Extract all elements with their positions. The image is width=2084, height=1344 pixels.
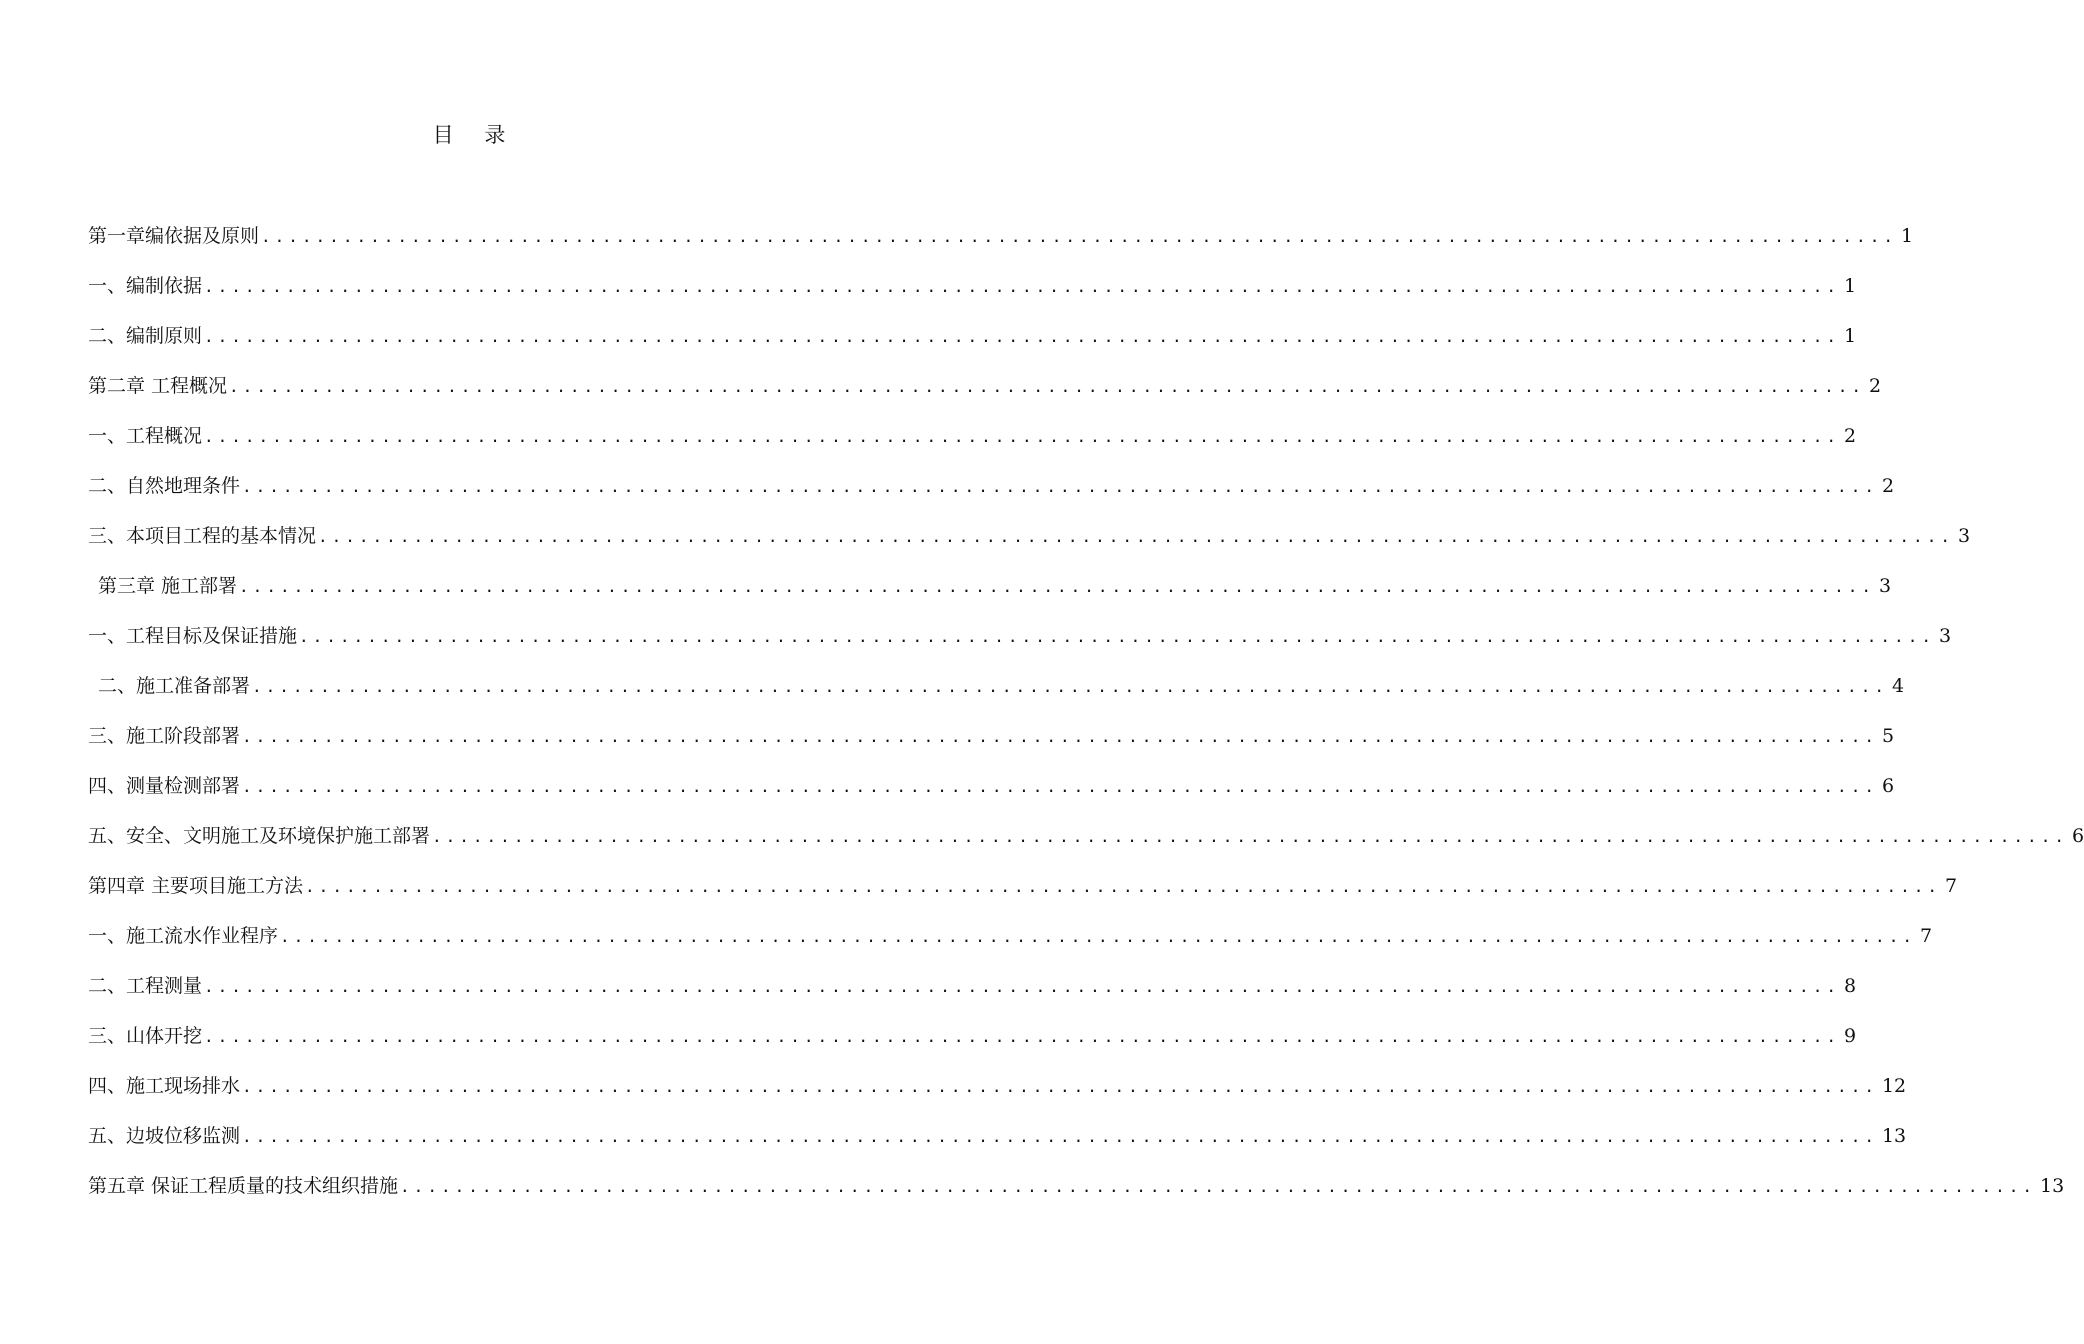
- toc-leader-dots: ........................................................................................................................: [204, 277, 1840, 296]
- toc-leader-dots: ........................................................................................................................: [261, 227, 1897, 246]
- toc-entry[interactable]: [88, 620, 1952, 670]
- toc-entry-label: 二、施工准备部署: [98, 675, 251, 697]
- toc-entry[interactable]: [88, 420, 1857, 470]
- toc-entry-label: 第三章 施工部署: [98, 575, 238, 597]
- toc-entry[interactable]: [88, 970, 1857, 1020]
- toc-entry-page: 1: [1900, 225, 1914, 247]
- toc-entry-label: 五、边坡位移监测: [88, 1125, 241, 1147]
- toc-entry-page: 4: [1891, 675, 1905, 697]
- toc-entry[interactable]: [88, 270, 1857, 320]
- toc-entry-page: 13: [2039, 1175, 2065, 1197]
- toc-entry-page: 7: [1919, 925, 1933, 947]
- toc-entry-label: 四、测量检测部署: [88, 775, 241, 797]
- toc-leader-dots: ........................................................................................................................: [432, 827, 2068, 846]
- toc-entry-page: 6: [2071, 825, 2084, 847]
- toc-entry[interactable]: [88, 720, 1895, 770]
- toc-entry-label: 一、工程目标及保证措施: [88, 625, 298, 647]
- toc-entry-page: 6: [1881, 775, 1895, 797]
- toc-entry-page: 3: [1938, 625, 1952, 647]
- toc-entry-label: 一、编制依据: [88, 275, 203, 297]
- toc-entry-label: 二、自然地理条件: [88, 475, 241, 497]
- toc-entry-page: 1: [1843, 325, 1857, 347]
- toc-entry-page: 1: [1843, 275, 1857, 297]
- toc-leader-dots: ........................................................................................................................: [242, 1127, 1878, 1146]
- toc-entry[interactable]: [88, 220, 1914, 270]
- toc-leader-dots: ........................................................................................................................: [204, 427, 1840, 446]
- toc-entry-label: 三、施工阶段部署: [88, 725, 241, 747]
- toc-list: [88, 220, 2084, 1220]
- toc-entry-label: 四、施工现场排水: [88, 1075, 241, 1097]
- toc-entry-label: 一、施工流水作业程序: [88, 925, 279, 947]
- toc-entry[interactable]: [88, 820, 2084, 870]
- toc-leader-dots: ........................................................................................................................: [204, 327, 1840, 346]
- toc-entry[interactable]: [88, 670, 1905, 720]
- toc-title: 目 录: [432, 123, 518, 147]
- toc-entry-label: 二、工程测量: [88, 975, 203, 997]
- toc-entry-page: 8: [1843, 975, 1857, 997]
- toc-entry[interactable]: [88, 470, 1895, 520]
- toc-leader-dots: ........................................................................................................................: [242, 1077, 1878, 1096]
- toc-entry[interactable]: [88, 870, 1958, 920]
- toc-entry-page: 2: [1868, 375, 1882, 397]
- toc-entry[interactable]: [88, 770, 1895, 820]
- toc-leader-dots: ........................................................................................................................: [305, 877, 1941, 896]
- toc-entry-label: 二、编制原则: [88, 325, 203, 347]
- toc-entry[interactable]: [88, 1020, 1857, 1070]
- toc-leader-dots: ........................................................................................................................: [280, 927, 1916, 946]
- toc-entry-page: 12: [1881, 1075, 1907, 1097]
- toc-entry[interactable]: [88, 370, 1882, 420]
- toc-leader-dots: ........................................................................................................................: [242, 477, 1878, 496]
- toc-entry[interactable]: [88, 1170, 2065, 1220]
- toc-entry-page: 3: [1957, 525, 1971, 547]
- toc-entry[interactable]: [88, 1070, 1907, 1120]
- toc-leader-dots: ........................................................................................................................: [318, 527, 1954, 546]
- toc-leader-dots: ........................................................................................................................: [204, 977, 1840, 996]
- toc-leader-dots: ........................................................................................................................: [299, 627, 1935, 646]
- toc-entry-label: 第四章 主要项目施工方法: [88, 875, 304, 897]
- toc-leader-dots: ........................................................................................................................: [252, 677, 1888, 696]
- toc-entry-label: 第一章编依据及原则: [88, 225, 260, 247]
- toc-entry-page: 7: [1944, 875, 1958, 897]
- toc-entry[interactable]: [88, 920, 1933, 970]
- toc-entry-label: 五、安全、文明施工及环境保护施工部署: [88, 825, 431, 847]
- toc-entry-label: 第五章 保证工程质量的技术组织措施: [88, 1175, 399, 1197]
- toc-entry-label: 三、本项目工程的基本情况: [88, 525, 317, 547]
- toc-leader-dots: ........................................................................................................................: [239, 577, 1875, 596]
- toc-entry-page: 2: [1881, 475, 1895, 497]
- toc-leader-dots: ........................................................................................................................: [229, 377, 1865, 396]
- toc-leader-dots: ........................................................................................................................: [204, 1027, 1840, 1046]
- toc-entry-label: 一、工程概况: [88, 425, 203, 447]
- toc-entry-page: 3: [1878, 575, 1892, 597]
- toc-entry-label: 第二章 工程概况: [88, 375, 228, 397]
- toc-entry[interactable]: [88, 1120, 1907, 1170]
- toc-entry[interactable]: [88, 520, 1971, 570]
- toc-entry-label: 三、山体开挖: [88, 1025, 203, 1047]
- toc-entry-page: 5: [1881, 725, 1895, 747]
- toc-entry-page: 2: [1843, 425, 1857, 447]
- toc-entry[interactable]: [88, 320, 1857, 370]
- toc-entry[interactable]: [88, 570, 1892, 620]
- toc-entry-page: 13: [1881, 1125, 1907, 1147]
- toc-entry-page: 9: [1843, 1025, 1857, 1047]
- toc-leader-dots: ........................................................................................................................: [400, 1177, 2036, 1196]
- toc-leader-dots: ........................................................................................................................: [242, 727, 1878, 746]
- toc-leader-dots: ........................................................................................................................: [242, 777, 1878, 796]
